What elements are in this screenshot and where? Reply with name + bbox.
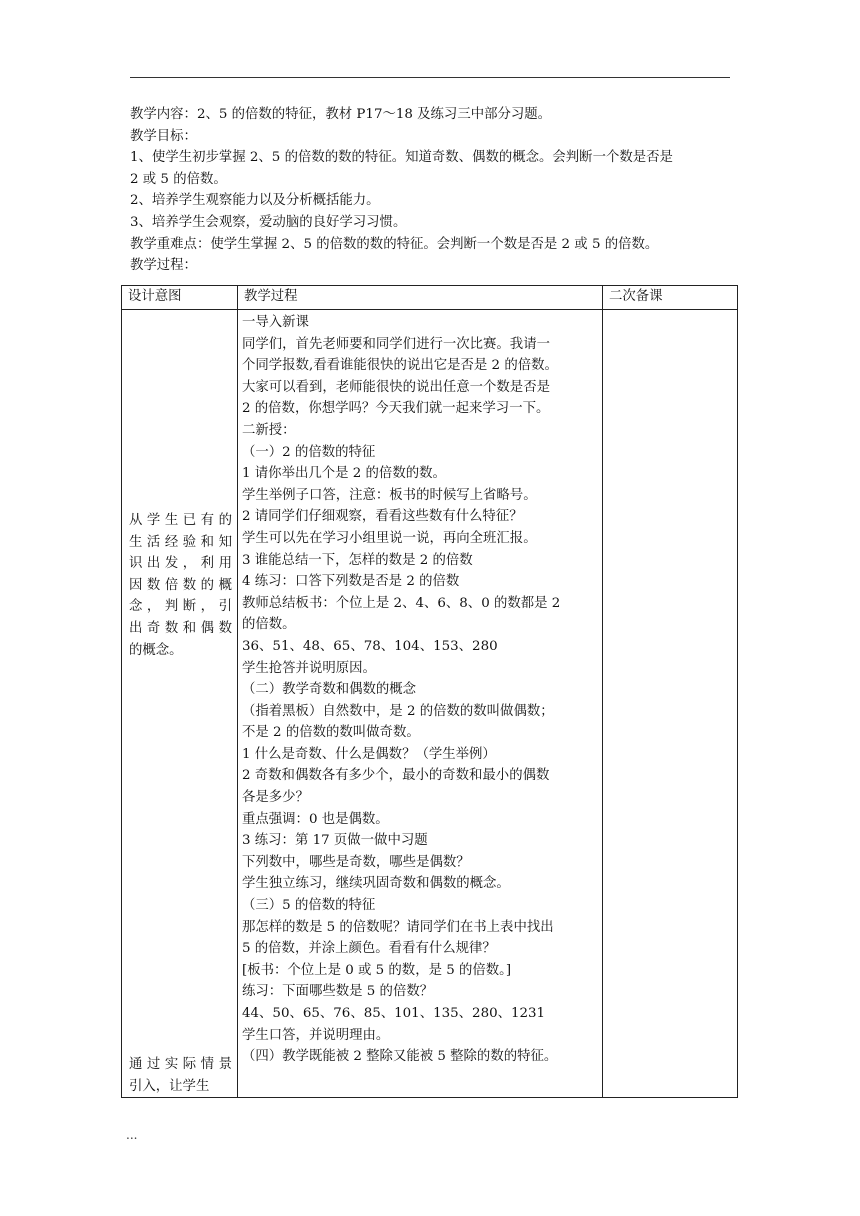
process-line: 3 练习：第 17 页做一做中习题 [242,833,428,849]
process-line: 2 请同学们仔细观察，看看这些数有什么特征？ [242,509,523,525]
design-intent-cell [122,310,238,1098]
process-line: 练习：下面哪些数是 5 的倍数？ [242,984,434,1000]
process-line: （三）5 的倍数的特征 [242,898,376,914]
process-line: 3 谁能总结一下，怎样的数是 2 的倍数 [242,552,473,568]
design-note-line: 从学生已有的 [129,513,232,528]
design-note-line: 通过实际情景 [129,1057,232,1072]
table-body-row [122,310,738,1098]
intro-section [130,104,740,277]
design-note-line: 识出发，利用 [129,556,232,572]
design-note-line: 因数倍数的概 [129,577,232,593]
table-header-row [122,286,738,310]
process-line: [板书：个位上是 0 或 5 的数，是 5 的倍数。] [242,962,512,978]
process-line: 同学们，首先老师要和同学们进行一次比赛。我请一 [242,336,550,352]
process-line: 不是 2 的倍数的数叫做奇数。 [242,725,420,741]
intro-line: 教学内容：2、5 的倍数的特征，教材 P17～18 及练习三中部分习题。 [130,107,552,122]
process-line: 各是多少？ [242,790,309,806]
lesson-plan-table [121,285,738,1098]
design-note-2 [129,1054,232,1097]
process-line: 36、51、48、65、78、104、153、280 [242,638,498,654]
process-line: 44、50、65、76、85、101、135、280、1231 [242,1006,546,1021]
footer-dots: ... [126,1128,138,1142]
process-line: （四）教学既能被 2 整除又能被 5 整除的数的特征。 [242,1049,558,1065]
intro-line: 3、培养学生会观察，爱动脑的良好学习习惯。 [130,214,407,230]
process-line: 4 练习：口答下列数是否是 2 的倍数 [242,574,460,590]
process-line: 1 请你举出几个是 2 的倍数的数。 [242,466,446,482]
process-line: 二新授： [242,422,296,438]
teaching-process-cell [238,310,603,1098]
process-line: （二）教学奇数和偶数的概念 [242,682,417,698]
process-line: 的倍数。 [242,617,296,633]
intro-line: 教学目标： [130,128,197,144]
intro-line: 教学重难点：使学生掌握 2、5 的倍数的数的特征。会判断一个数是否是 2 或 5 的倍数。 [130,236,659,252]
design-note-line: 引入，让学生 [129,1078,210,1094]
header-design-intent [122,286,238,310]
process-line: 那怎样的数是 5 的倍数呢？请同学们在书上表中找出 [242,919,554,935]
process-line: 学生可以先在学习小组里说一说，再向全班汇报。 [242,530,537,546]
process-line: 个同学报数,看看谁能很快的说出它是否是 2 的倍数。 [242,358,558,374]
intro-line: 教学过程： [130,258,197,274]
process-line: 学生独立练习，继续巩固奇数和偶数的概念。 [242,876,510,892]
process-line: 2 奇数和偶数各有多少个，最小的奇数和最小的偶数 [242,768,550,784]
teaching-process-text [238,310,602,1068]
second-prep-cell [603,310,738,1098]
process-line: 一导入新课 [242,315,309,330]
process-line: 学生举例子口答，注意：板书的时候写上省略号。 [242,487,537,503]
header-teaching-process-label: 教学过程 [244,289,298,304]
header-second-prep-label: 二次备课 [609,289,663,304]
process-line: 学生抢答并说明原因。 [242,660,376,676]
process-line: （指着黑板）自然数中，是 2 的倍数的数叫做偶数； [242,703,554,719]
design-note-line: 生活经验和知 [129,534,232,550]
intro-line: 2 或 5 的倍数。 [130,171,227,187]
design-note-1 [129,510,232,661]
intro-line: 2、培养学生观察能力以及分析概括能力。 [130,193,380,209]
process-line: 1 什么是奇数、什么是偶数？（学生举例） [242,746,496,762]
design-note-line: 出奇数和偶数 [129,620,232,636]
process-line: 学生口答，并说明理由。 [242,1027,390,1043]
process-line: 重点强调：0 也是偶数。 [242,811,389,827]
header-rule [130,77,730,78]
process-line: 教师总结板书：个位上是 2、4、6、8、0 的数都是 2 [242,595,561,611]
process-line: （一）2 的倍数的特征 [242,444,376,460]
header-design-intent-label: 设计意图 [128,289,182,304]
header-second-prep [603,286,738,310]
design-note-line: 的概念。 [129,642,183,658]
header-teaching-process [238,286,603,310]
process-line: 2 的倍数，你想学吗？今天我们就一起来学习一下。 [242,401,550,417]
process-line: 下列数中，哪些是奇数，哪些是偶数？ [242,854,470,870]
process-line: 大家可以看到，老师能很快的说出任意一个数是否是 [242,379,550,395]
process-line: 5 的倍数，并涂上颜色。看看有什么规律？ [242,941,496,957]
design-note-line: 念，判断，引 [129,599,232,615]
intro-line: 1、使学生初步掌握 2、5 的倍数的数的特征。知道奇数、偶数的概念。会判断一个数是否是 [130,150,673,166]
